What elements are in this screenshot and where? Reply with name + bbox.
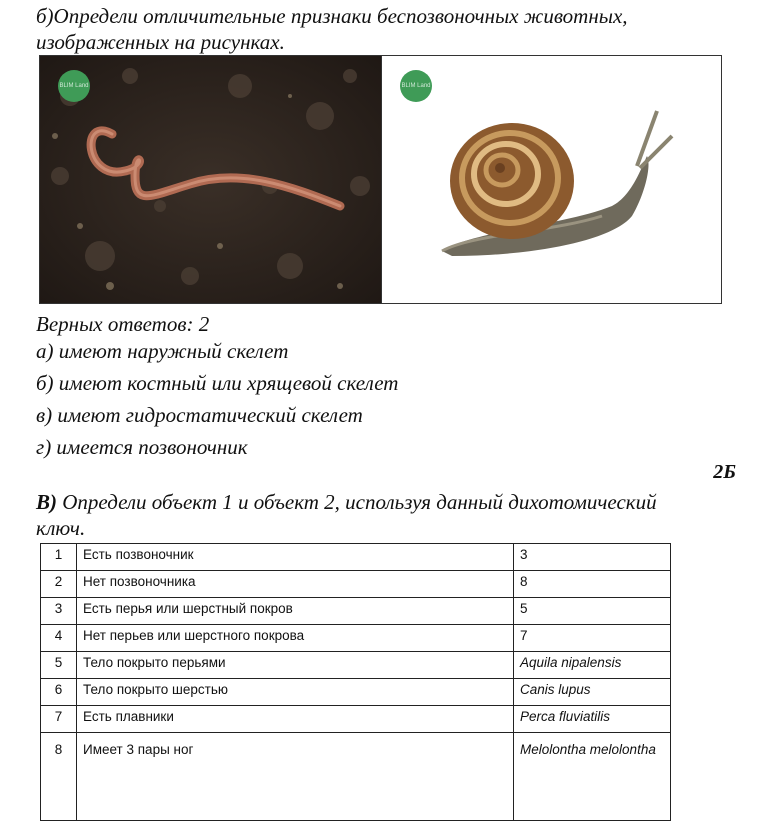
- row-description: Нет позвоночника: [77, 571, 514, 598]
- question-b-title-cont: изображенных на рисунках.: [36, 30, 285, 54]
- row-number: 6: [41, 679, 77, 706]
- option-a[interactable]: а) имеют наружный скелет: [36, 339, 289, 363]
- question-v-title-cont: ключ.: [36, 516, 86, 540]
- table-row: [41, 652, 671, 679]
- row-result: 5: [514, 598, 671, 625]
- row-number: 1: [41, 544, 77, 571]
- row-number: 4: [41, 625, 77, 652]
- earthworm-picture: [40, 56, 382, 303]
- table-row: [41, 679, 671, 706]
- images-frame: [39, 55, 722, 304]
- row-result: Canis lupus: [514, 679, 671, 706]
- row-result: 3: [514, 544, 671, 571]
- table-row: [41, 733, 671, 821]
- row-description: Есть позвоночник: [77, 544, 514, 571]
- row-description: Тело покрыто перьями: [77, 652, 514, 679]
- row-result: Aquila nipalensis: [514, 652, 671, 679]
- table-row: [41, 625, 671, 652]
- question-v-label: В): [36, 490, 57, 514]
- row-result: 7: [514, 625, 671, 652]
- table-row: [41, 706, 671, 733]
- row-description: Имеет 3 пары ног: [77, 733, 514, 821]
- earthworm-image: [40, 56, 382, 303]
- answers-count: Верных ответов: 2: [36, 312, 210, 336]
- row-number: 8: [41, 733, 77, 821]
- table-row: [41, 544, 671, 571]
- row-number: 3: [41, 598, 77, 625]
- row-result: Perca fluviatilis: [514, 706, 671, 733]
- snail-image: [382, 56, 721, 303]
- row-description: Есть плавники: [77, 706, 514, 733]
- question-v-title: [36, 489, 657, 515]
- blim-land-logo: BLIM Land: [58, 70, 90, 102]
- table-row: [41, 598, 671, 625]
- question-v-text: Определи объект 1 и объект 2, используя данный дихотомический: [57, 490, 657, 514]
- row-number: 2: [41, 571, 77, 598]
- row-description: Есть перья или шерстный покров: [77, 598, 514, 625]
- row-result: 8: [514, 571, 671, 598]
- option-c[interactable]: в) имеют гидростатический скелет: [36, 403, 363, 427]
- blim-land-logo: BLIM Land: [400, 70, 432, 102]
- option-d[interactable]: г) имеется позвоночник: [36, 435, 248, 459]
- row-number: 5: [41, 652, 77, 679]
- task-code: 2Б: [713, 461, 736, 483]
- row-number: 7: [41, 706, 77, 733]
- row-result: Melolontha melolontha: [514, 733, 671, 821]
- option-b[interactable]: б) имеют костный или хрящевой скелет: [36, 371, 399, 395]
- snail-picture: [382, 56, 721, 303]
- table-row: [41, 571, 671, 598]
- question-b-title: б)Определи отличительные признаки беспозвоночных животных,: [36, 4, 628, 28]
- row-description: Нет перьев или шерстного покрова: [77, 625, 514, 652]
- dichotomous-key-table: [40, 543, 671, 821]
- row-description: Тело покрыто шерстью: [77, 679, 514, 706]
